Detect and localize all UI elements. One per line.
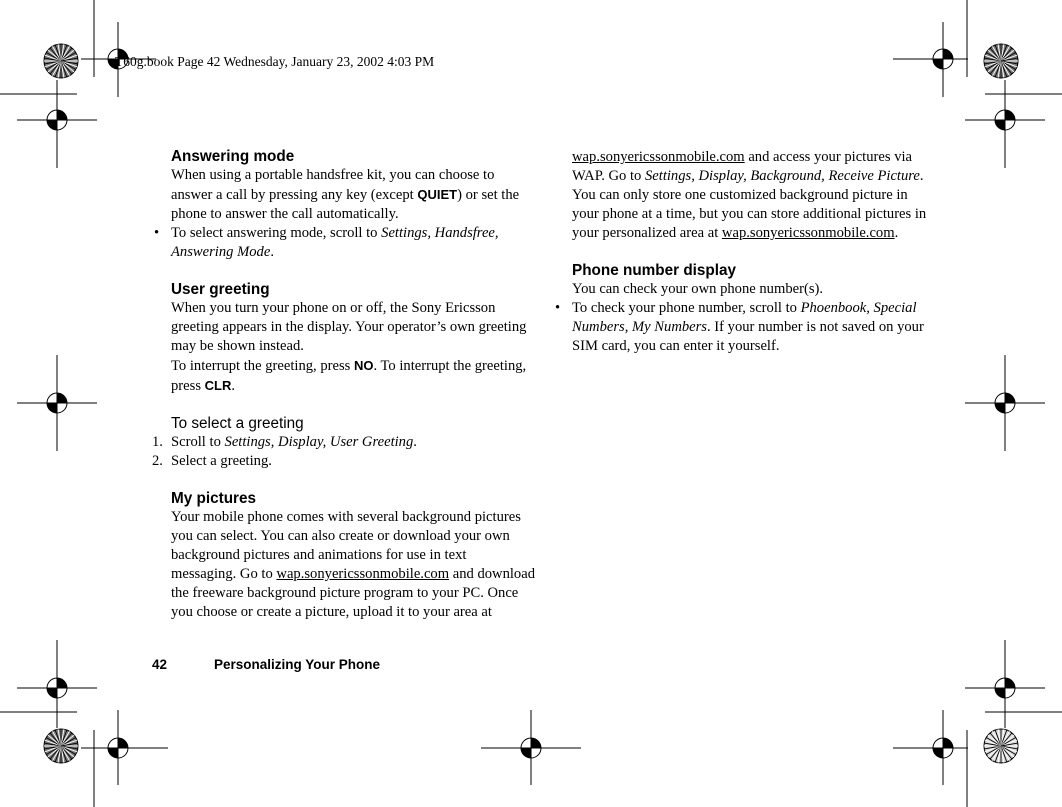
answering-mode-bullet-text: To select answering mode, scroll to <box>171 225 382 241</box>
right-column <box>555 148 938 356</box>
heading-phone-number-display: Phone number display <box>572 262 737 279</box>
step-1-end: . <box>413 434 417 450</box>
key-clr: CLR <box>204 378 232 393</box>
my-pictures-text-5: . <box>894 225 899 241</box>
link-sonyericsson-1[interactable]: wap.sonyericssonmobile.com <box>276 566 450 582</box>
star-target-bottom-right <box>984 729 1018 763</box>
heading-my-pictures: My pictures <box>171 490 257 507</box>
page-footer <box>152 657 380 672</box>
step-number: 2. <box>152 453 163 469</box>
select-greeting-step-2 <box>152 452 535 471</box>
step-2-text: Select a greeting. <box>171 453 272 469</box>
link-sonyericsson-3[interactable]: wap.sonyericssonmobile.com <box>721 225 895 241</box>
answering-mode-body <box>171 166 535 224</box>
phone-number-menu-path: Phoenbook, Special Numbers, My Numbers <box>572 300 917 335</box>
page-number: 42 <box>152 657 168 672</box>
my-pictures-text-2: and download the freeware background picture program to your PC. Once you choose or create a picture, upload it to your area at <box>171 566 536 620</box>
link-sonyericsson-2[interactable]: wap.sonyericssonmobile.com <box>572 149 745 165</box>
my-pictures-body-part-2 <box>572 148 938 243</box>
star-target-top-right <box>984 44 1018 78</box>
step-number: 1. <box>152 434 163 450</box>
bullet-icon: • <box>154 225 160 241</box>
heading-answering-mode: Answering mode <box>171 148 295 165</box>
star-target-bottom-left <box>44 729 78 763</box>
interrupt-text-2: . To interrupt the greeting, press <box>171 358 527 394</box>
select-greeting-step-1 <box>152 433 535 452</box>
bullet-icon: • <box>555 300 561 316</box>
step-1-menu-path: Settings, Display, User Greeting <box>224 434 414 450</box>
my-pictures-text-4: . You can only store one customized background picture in your phone at a time, but you can store additional pictures in your personalized area at <box>572 168 927 241</box>
answering-mode-bullet-end: . <box>270 244 274 260</box>
my-pictures-text-3: and access your pictures via WAP. Go to <box>572 149 913 184</box>
phone-number-display-bullet <box>555 299 938 356</box>
star-target-top-left <box>44 44 78 78</box>
heading-select-greeting: To select a greeting <box>171 415 304 432</box>
answering-mode-text-2: ) or set the phone to answer the call automatically. <box>171 187 520 222</box>
left-column <box>152 147 536 622</box>
key-quiet: QUIET <box>417 187 458 202</box>
book-slug-header: T60g.book Page 42 Wednesday, January 23, 2002 4:03 PM <box>115 54 435 69</box>
answering-mode-bullet <box>154 224 535 262</box>
my-pictures-menu-path: Settings, Display, Background, Receive Picture <box>644 168 920 184</box>
interrupt-text-1: To interrupt the greeting, press <box>171 358 354 374</box>
phone-number-bullet-text: To check your phone number, scroll to <box>572 300 801 316</box>
answering-mode-text-1: When using a portable handsfree kit, you can choose to answer a call by pressing any key (except <box>171 167 495 203</box>
heading-user-greeting: User greeting <box>171 281 270 298</box>
crosshair-top-right <box>893 22 968 97</box>
my-pictures-text-1: Your mobile phone comes with several background pictures you can select. You can also create or download your own background pictures and animations for use in text messaging. Go to <box>171 509 521 582</box>
step-1-text: Scroll to <box>171 434 225 450</box>
chapter-title: Personalizing Your Phone <box>214 657 381 672</box>
key-no: NO <box>353 358 374 373</box>
phone-number-display-body: You can check your own phone number(s). <box>572 281 824 297</box>
user-greeting-interrupt <box>171 356 535 396</box>
user-greeting-body: When you turn your phone on or off, the Sony Ericsson greeting appears in the display. Your operator’s own greeting may be shown instead. <box>171 300 527 354</box>
my-pictures-body-part-1 <box>171 508 535 622</box>
phone-number-bullet-end: . If your number is not saved on your SIM card, you can enter it yourself. <box>572 319 924 354</box>
crosshair-bottom-right <box>893 710 968 785</box>
answering-mode-menu-path: Settings, Handsfree, Answering Mode <box>171 225 499 260</box>
interrupt-text-3: . <box>231 378 236 394</box>
